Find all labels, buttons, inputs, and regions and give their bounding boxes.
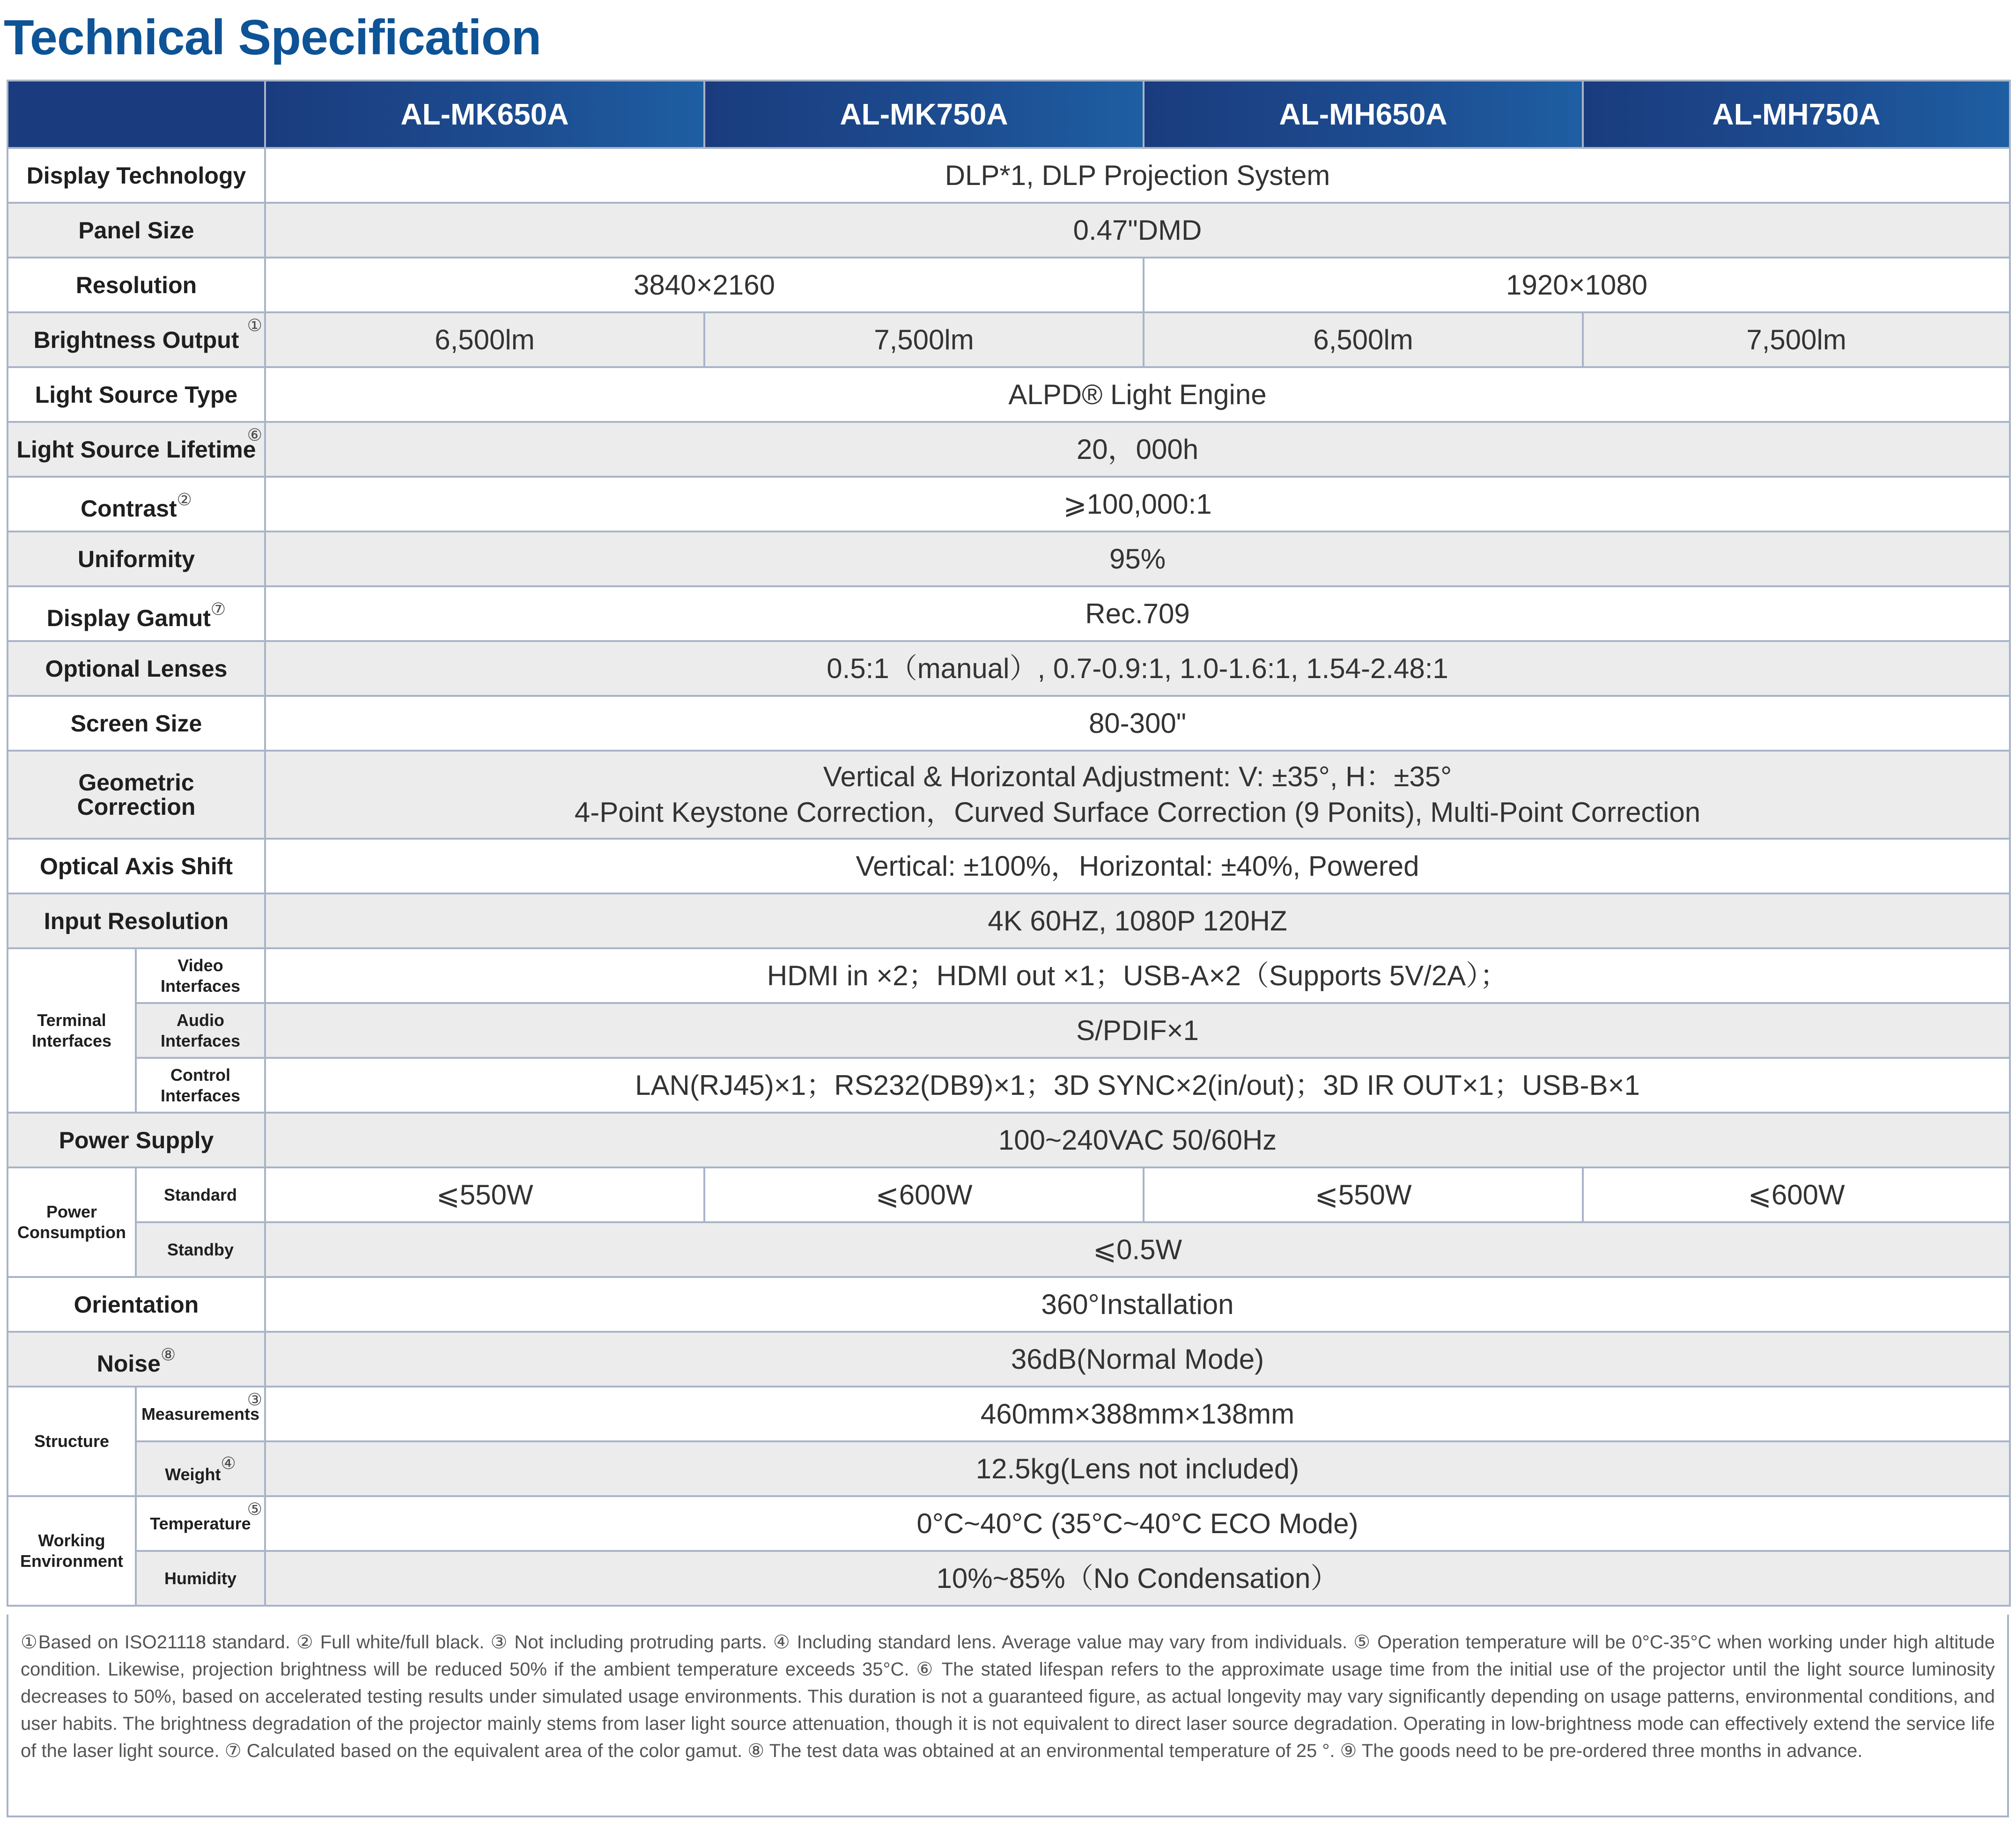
value-line: Vertical & Horizontal Adjustment: V: ±35°, H：±35° <box>823 761 1452 792</box>
row-label: Display Technology <box>7 148 265 203</box>
row-value: LAN(RJ45)×1；RS232(DB9)×1；3D SYNC×2(in/out)；3D IR OUT×1；USB-B×1 <box>265 1058 2010 1113</box>
row-label: Optional Lenses <box>7 641 265 696</box>
sub-label <box>136 1387 265 1441</box>
row-light-source-type <box>7 367 2010 422</box>
row-value: 460mm×388mm×138mm <box>265 1387 2010 1441</box>
row-label: Orientation <box>7 1277 265 1332</box>
label-text: Measurements <box>141 1404 260 1424</box>
row-humidity <box>7 1551 2010 1606</box>
power-value: ⩽550W <box>1144 1167 1583 1222</box>
label-text: Display Gamut <box>46 605 211 631</box>
footnote-marker: ⑧ <box>160 1345 176 1364</box>
row-value: ⩽0.5W <box>265 1222 2010 1277</box>
spec-table <box>7 80 2011 1607</box>
row-value: HDMI in ×2；HDMI out ×1；USB-A×2（Supports 5V/2A）； <box>265 948 2010 1003</box>
row-input-resolution <box>7 893 2010 948</box>
row-value: Rec.709 <box>265 586 2010 641</box>
row-value: ALPD® Light Engine <box>265 367 2010 422</box>
label-text: Light Source Lifetime <box>16 436 256 463</box>
row-power-standard <box>7 1167 2010 1222</box>
row-value: 0.47"DMD <box>265 203 2010 258</box>
sub-label <box>136 1058 265 1113</box>
label-line: Interfaces <box>160 1085 241 1105</box>
footnote-marker: ⑦ <box>210 599 226 619</box>
row-label: Resolution <box>7 258 265 312</box>
group-label-power <box>7 1167 136 1277</box>
sub-label: Standby <box>136 1222 265 1277</box>
row-resolution <box>7 258 2010 312</box>
row-label: Uniformity <box>7 531 265 586</box>
row-value: Vertical: ±100%，Horizontal: ±40%, Powered <box>265 839 2010 893</box>
row-value: S/PDIF×1 <box>265 1003 2010 1058</box>
label-line: Interfaces <box>160 1031 241 1050</box>
row-label: Optical Axis Shift <box>7 839 265 893</box>
resolution-mh: 1920×1080 <box>1144 258 2010 312</box>
row-uniformity <box>7 531 2010 586</box>
row-label: Light Source Type <box>7 367 265 422</box>
label-line: Audio <box>177 1010 224 1030</box>
footnotes: ①Based on ISO21118 standard. ② Full white/full black. ③ Not including protruding parts. ④ Including standard lens. Average value may vary from individuals. ⑤ Operation temperature will be 0°C-35°C when working under high altitude condition. Likewise, projection brightness will be reduced 50% if the ambient temperature exceeds 35°C. ⑥ The stated lifespan refers to the approximate usage time from the initial use of the projector until the light source luminosity decreases to 50%, based on accelerated testing results under simulated usage environments. This duration is not a guaranteed figure, as actual longevity may vary significantly depending on usage patterns, environmental conditions, and user habits. The brightness degradation of the projector mainly stems from laser light source attenuation, though it is not equivalent to direct laser source degradation. Operating in low-brightness mode can effectively extend the service life of the laser light source. ⑦ Calculated based on the equivalent area of the color gamut. ⑧ The test data was obtained at an environmental temperature of 25 °. ⑨ The goods need to be pre-ordered three months in advance. <box>7 1615 2009 1817</box>
row-label: Panel Size <box>7 203 265 258</box>
row-label: Power Supply <box>7 1113 265 1167</box>
label-text: Weight <box>165 1464 221 1484</box>
label-line: Interfaces <box>31 1031 112 1050</box>
row-value: 12.5kg(Lens not included) <box>265 1441 2010 1496</box>
row-display-gamut <box>7 586 2010 641</box>
footnote-marker: ⑤ <box>247 1499 262 1519</box>
row-value: 4K 60HZ, 1080P 120HZ <box>265 893 2010 948</box>
row-audio-interfaces <box>7 1003 2010 1058</box>
resolution-mk: 3840×2160 <box>265 258 1144 312</box>
row-value: DLP*1, DLP Projection System <box>265 148 2010 203</box>
label-line: Video <box>177 955 223 975</box>
group-label-terminal <box>7 948 136 1113</box>
header-row <box>7 81 2010 148</box>
value-line: 4-Point Keystone Correction，Curved Surface Correction (9 Ponits), Multi-Point Correction <box>574 797 1701 828</box>
row-value: 0.5:1（manual）, 0.7-0.9:1, 1.0-1.6:1, 1.54-2.48:1 <box>265 641 2010 696</box>
row-optical-axis-shift <box>7 839 2010 893</box>
row-screen-size <box>7 696 2010 751</box>
model-header: AL-MK750A <box>704 81 1144 148</box>
label-text: Brightness Output <box>33 326 239 353</box>
power-value: ⩽600W <box>704 1167 1144 1222</box>
power-value: ⩽600W <box>1583 1167 2010 1222</box>
row-value <box>265 751 2010 839</box>
row-label <box>7 312 265 367</box>
row-value: 80-300" <box>265 696 2010 751</box>
row-value: 95% <box>265 531 2010 586</box>
row-value: ⩾100,000:1 <box>265 477 2010 531</box>
row-light-source-lifetime <box>7 422 2010 477</box>
footnote-marker: ③ <box>247 1390 262 1409</box>
brightness-value: 6,500lm <box>265 312 704 367</box>
row-label <box>7 477 265 531</box>
sub-label <box>136 1003 265 1058</box>
row-video-interfaces <box>7 948 2010 1003</box>
sub-label <box>136 1441 265 1496</box>
label-text: Noise <box>96 1351 161 1377</box>
row-weight <box>7 1441 2010 1496</box>
row-label <box>7 422 265 477</box>
group-label-working-environment <box>7 1496 136 1606</box>
row-value: 100~240VAC 50/60Hz <box>265 1113 2010 1167</box>
sub-label: Standard <box>136 1167 265 1222</box>
sub-label <box>136 948 265 1003</box>
sub-label: Humidity <box>136 1551 265 1606</box>
label-text: Temperature <box>150 1513 251 1533</box>
label-line: Power <box>46 1202 97 1221</box>
footnote-marker: ⑥ <box>247 425 262 444</box>
group-label-structure: Structure <box>7 1387 136 1496</box>
sub-label <box>136 1496 265 1551</box>
model-header: AL-MH650A <box>1144 81 1583 148</box>
row-value: 360°Installation <box>265 1277 2010 1332</box>
row-measurements <box>7 1387 2010 1441</box>
header-corner <box>7 81 265 148</box>
footnote-marker: ① <box>247 316 262 335</box>
label-line: Working <box>38 1531 105 1550</box>
row-contrast <box>7 477 2010 531</box>
label-text: Contrast <box>81 495 177 522</box>
label-line: Control <box>170 1065 230 1085</box>
label-line: Terminal <box>37 1010 106 1030</box>
row-label <box>7 751 265 839</box>
row-label: Screen Size <box>7 696 265 751</box>
row-label <box>7 1332 265 1387</box>
row-orientation <box>7 1277 2010 1332</box>
footnote-marker: ④ <box>221 1453 236 1473</box>
row-power-standby <box>7 1222 2010 1277</box>
label-line: Environment <box>20 1551 124 1571</box>
power-value: ⩽550W <box>265 1167 704 1222</box>
brightness-value: 6,500lm <box>1144 312 1583 367</box>
page-title: Technical Specification <box>4 10 541 65</box>
row-geometric-correction <box>7 751 2010 839</box>
row-value: 20，000h <box>265 422 2010 477</box>
label-line: Correction <box>77 794 196 820</box>
row-control-interfaces <box>7 1058 2010 1113</box>
row-value: 10%~85%（No Condensation） <box>265 1551 2010 1606</box>
row-brightness <box>7 312 2010 367</box>
row-display-technology <box>7 148 2010 203</box>
row-value: 0°C~40°C (35°C~40°C ECO Mode) <box>265 1496 2010 1551</box>
row-value: 36dB(Normal Mode) <box>265 1332 2010 1387</box>
row-power-supply <box>7 1113 2010 1167</box>
label-line: Interfaces <box>160 976 241 996</box>
brightness-value: 7,500lm <box>704 312 1144 367</box>
model-header: AL-MH750A <box>1583 81 2010 148</box>
row-temperature <box>7 1496 2010 1551</box>
row-noise <box>7 1332 2010 1387</box>
row-label: Input Resolution <box>7 893 265 948</box>
brightness-value: 7,500lm <box>1583 312 2010 367</box>
row-optional-lenses <box>7 641 2010 696</box>
row-label <box>7 586 265 641</box>
model-header: AL-MK650A <box>265 81 704 148</box>
label-line: Geometric <box>78 769 194 796</box>
footnote-marker: ② <box>177 490 192 509</box>
label-line: Consumption <box>17 1223 126 1242</box>
row-panel-size <box>7 203 2010 258</box>
